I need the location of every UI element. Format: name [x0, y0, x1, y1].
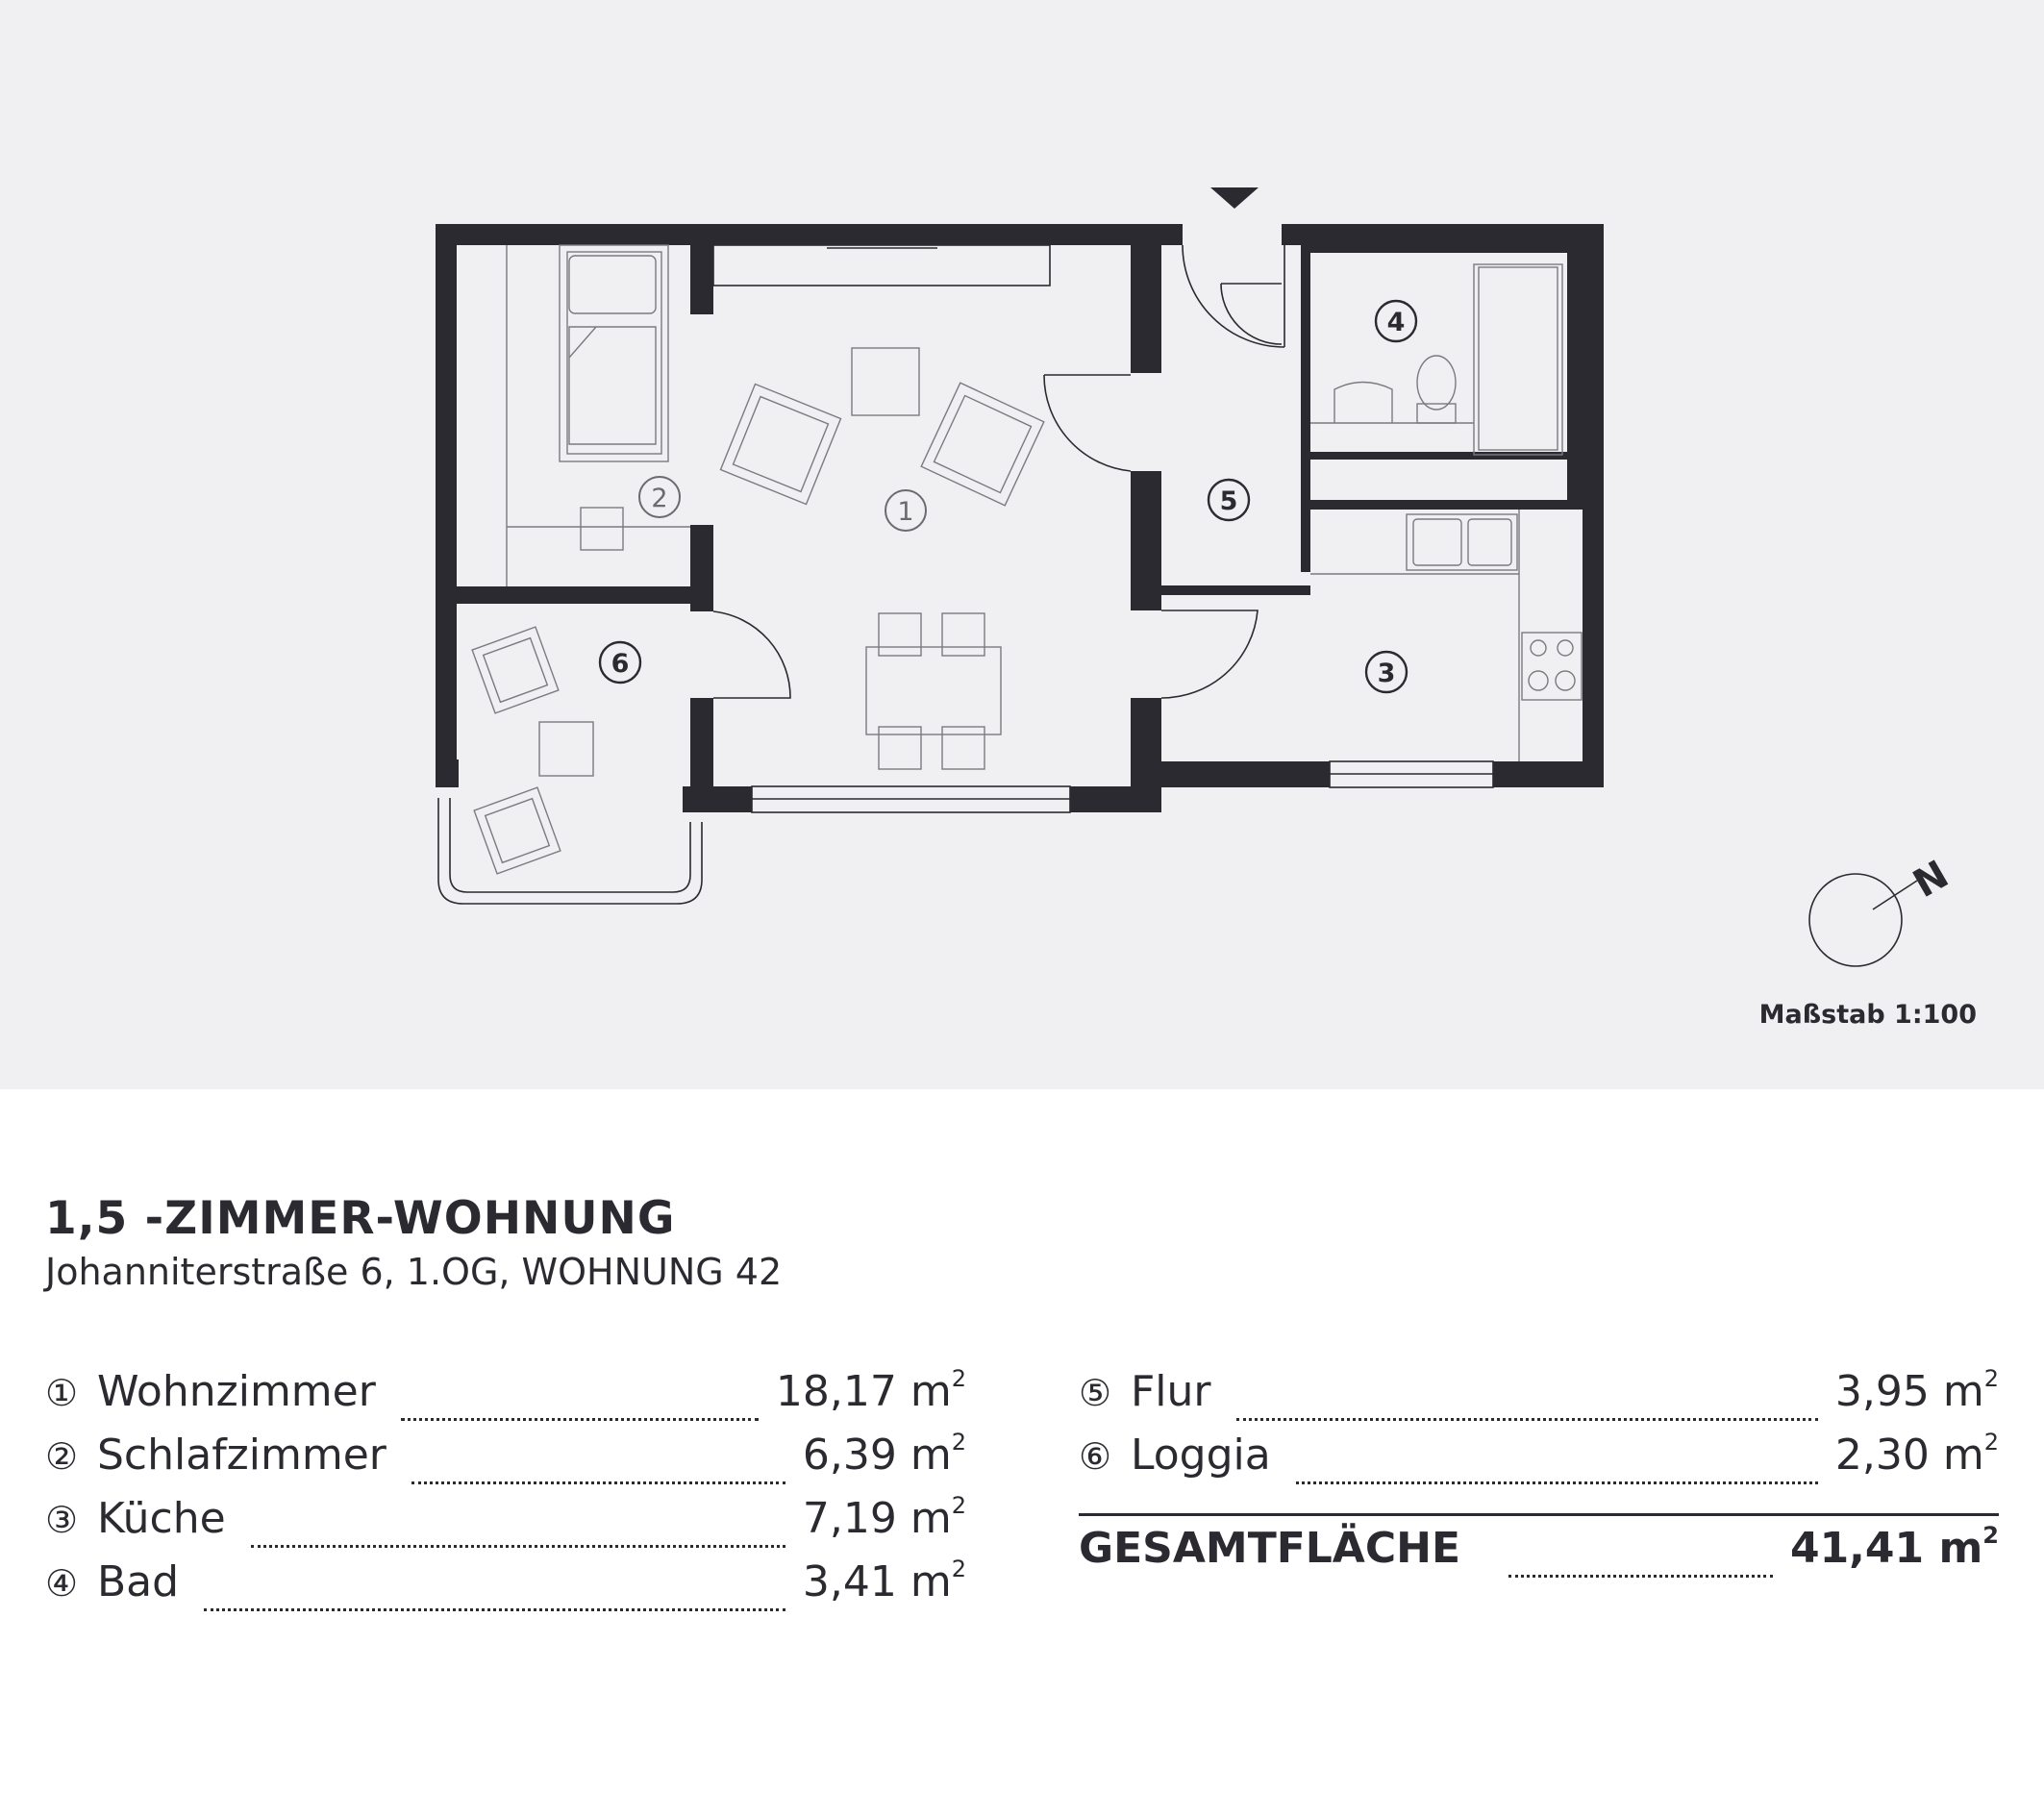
room-area: 7,19 $m^2$ [802, 1492, 966, 1543]
living-furniture [721, 348, 1044, 769]
wall-bedroom-loggia [436, 586, 695, 604]
wall-bath-top [1310, 245, 1567, 253]
room-number: ② [45, 1435, 79, 1478]
room-name: Loggia [1131, 1431, 1271, 1480]
room-list-right [1079, 1367, 1999, 1587]
room-marker-6 [600, 642, 640, 683]
dot-leader [401, 1418, 759, 1421]
apartment-header [45, 1192, 782, 1293]
wall-bed-upper [690, 224, 713, 314]
room-name: Bad [97, 1557, 180, 1606]
room-marker-4 [1376, 301, 1416, 341]
loggia-furniture [472, 627, 593, 874]
wall-loggia-left [436, 759, 459, 787]
wall-hall-bottom [1161, 585, 1310, 595]
wall-bath-right [1567, 245, 1583, 500]
room-row [1079, 1431, 1999, 1494]
room-number: ④ [45, 1562, 79, 1605]
room-name: Schlafzimmer [97, 1431, 386, 1480]
total-divider [1079, 1513, 1999, 1516]
dot-leader [1236, 1418, 1818, 1421]
dot-leader [251, 1545, 785, 1548]
room-number: ③ [45, 1499, 79, 1541]
room-number: ⑥ [1079, 1435, 1112, 1478]
svg-text:1: 1 [897, 497, 914, 527]
svg-text:5: 5 [1219, 486, 1238, 516]
total-label: GESAMTFLÄCHE [1079, 1524, 1461, 1573]
wall-bottom-1 [683, 786, 752, 812]
room-name: Küche [97, 1494, 226, 1543]
svg-text:4: 4 [1386, 308, 1406, 337]
doors [713, 245, 1284, 698]
wall-top-right [1282, 224, 1602, 245]
room-number: ① [45, 1372, 79, 1414]
north-arrow-icon [1809, 853, 1956, 966]
apartment-address: Johanniterstraße 6, 1.OG, WOHNUNG 42 [45, 1251, 783, 1293]
room-name: Wohnzimmer [97, 1367, 376, 1416]
dot-leader [204, 1608, 785, 1611]
room-marker-5 [1209, 480, 1249, 520]
dot-leader [1508, 1575, 1773, 1578]
room-area: 2,30 $m^2$ [1834, 1429, 1999, 1480]
wall-bath-left [1301, 224, 1310, 572]
total-row [1079, 1524, 1999, 1587]
svg-text:N: N [1906, 852, 1957, 908]
windows [524, 245, 1493, 812]
dot-leader [411, 1481, 785, 1484]
room-area: 3,95 $m^2$ [1834, 1365, 1999, 1416]
wall-right [1583, 224, 1604, 787]
room-marker-1 [885, 490, 926, 531]
entrance-arrow [1210, 187, 1259, 209]
room-row [45, 1557, 966, 1621]
room-row [45, 1431, 966, 1494]
room-marker-3 [1366, 652, 1407, 692]
wall-shaft [1310, 452, 1583, 460]
walls [436, 224, 1604, 812]
wall-bottom-3 [1161, 761, 1330, 787]
svg-text:3: 3 [1377, 659, 1396, 688]
svg-text:2: 2 [651, 484, 668, 513]
bedroom-furniture [507, 245, 690, 586]
bathroom-fixtures [1310, 264, 1562, 455]
wall-top-left [436, 224, 1183, 245]
room-area: 3,41 $m^2$ [802, 1556, 966, 1606]
room-area: 18,17 $m^2$ [775, 1365, 966, 1416]
wall-bath-bottom [1310, 500, 1583, 510]
room-area: 6,39 $m^2$ [802, 1429, 966, 1480]
room-number: ⑤ [1079, 1372, 1112, 1414]
dot-leader [1296, 1481, 1818, 1484]
room-marker-2 [639, 477, 680, 517]
svg-text:6: 6 [611, 649, 630, 679]
room-name: Flur [1131, 1367, 1211, 1416]
wall-inner-v3 [1131, 698, 1161, 811]
room-row [45, 1367, 966, 1431]
room-list-left [45, 1367, 966, 1621]
kitchen-fixtures [1310, 510, 1582, 761]
wall-bottom-4 [1493, 761, 1604, 787]
wall-liv-lower [690, 698, 713, 786]
total-area: 41,41 $m^2$ [1789, 1522, 1999, 1573]
wall-left [436, 224, 457, 787]
room-row [45, 1494, 966, 1557]
wall-inner-v2 [1131, 471, 1161, 610]
room-row [1079, 1367, 1999, 1431]
scale-label: Maßstab 1:100 [1758, 1000, 1977, 1030]
apartment-title: 1,5 -ZIMMER-WOHNUNG [45, 1192, 676, 1245]
wall-inner-v1 [1131, 224, 1161, 373]
